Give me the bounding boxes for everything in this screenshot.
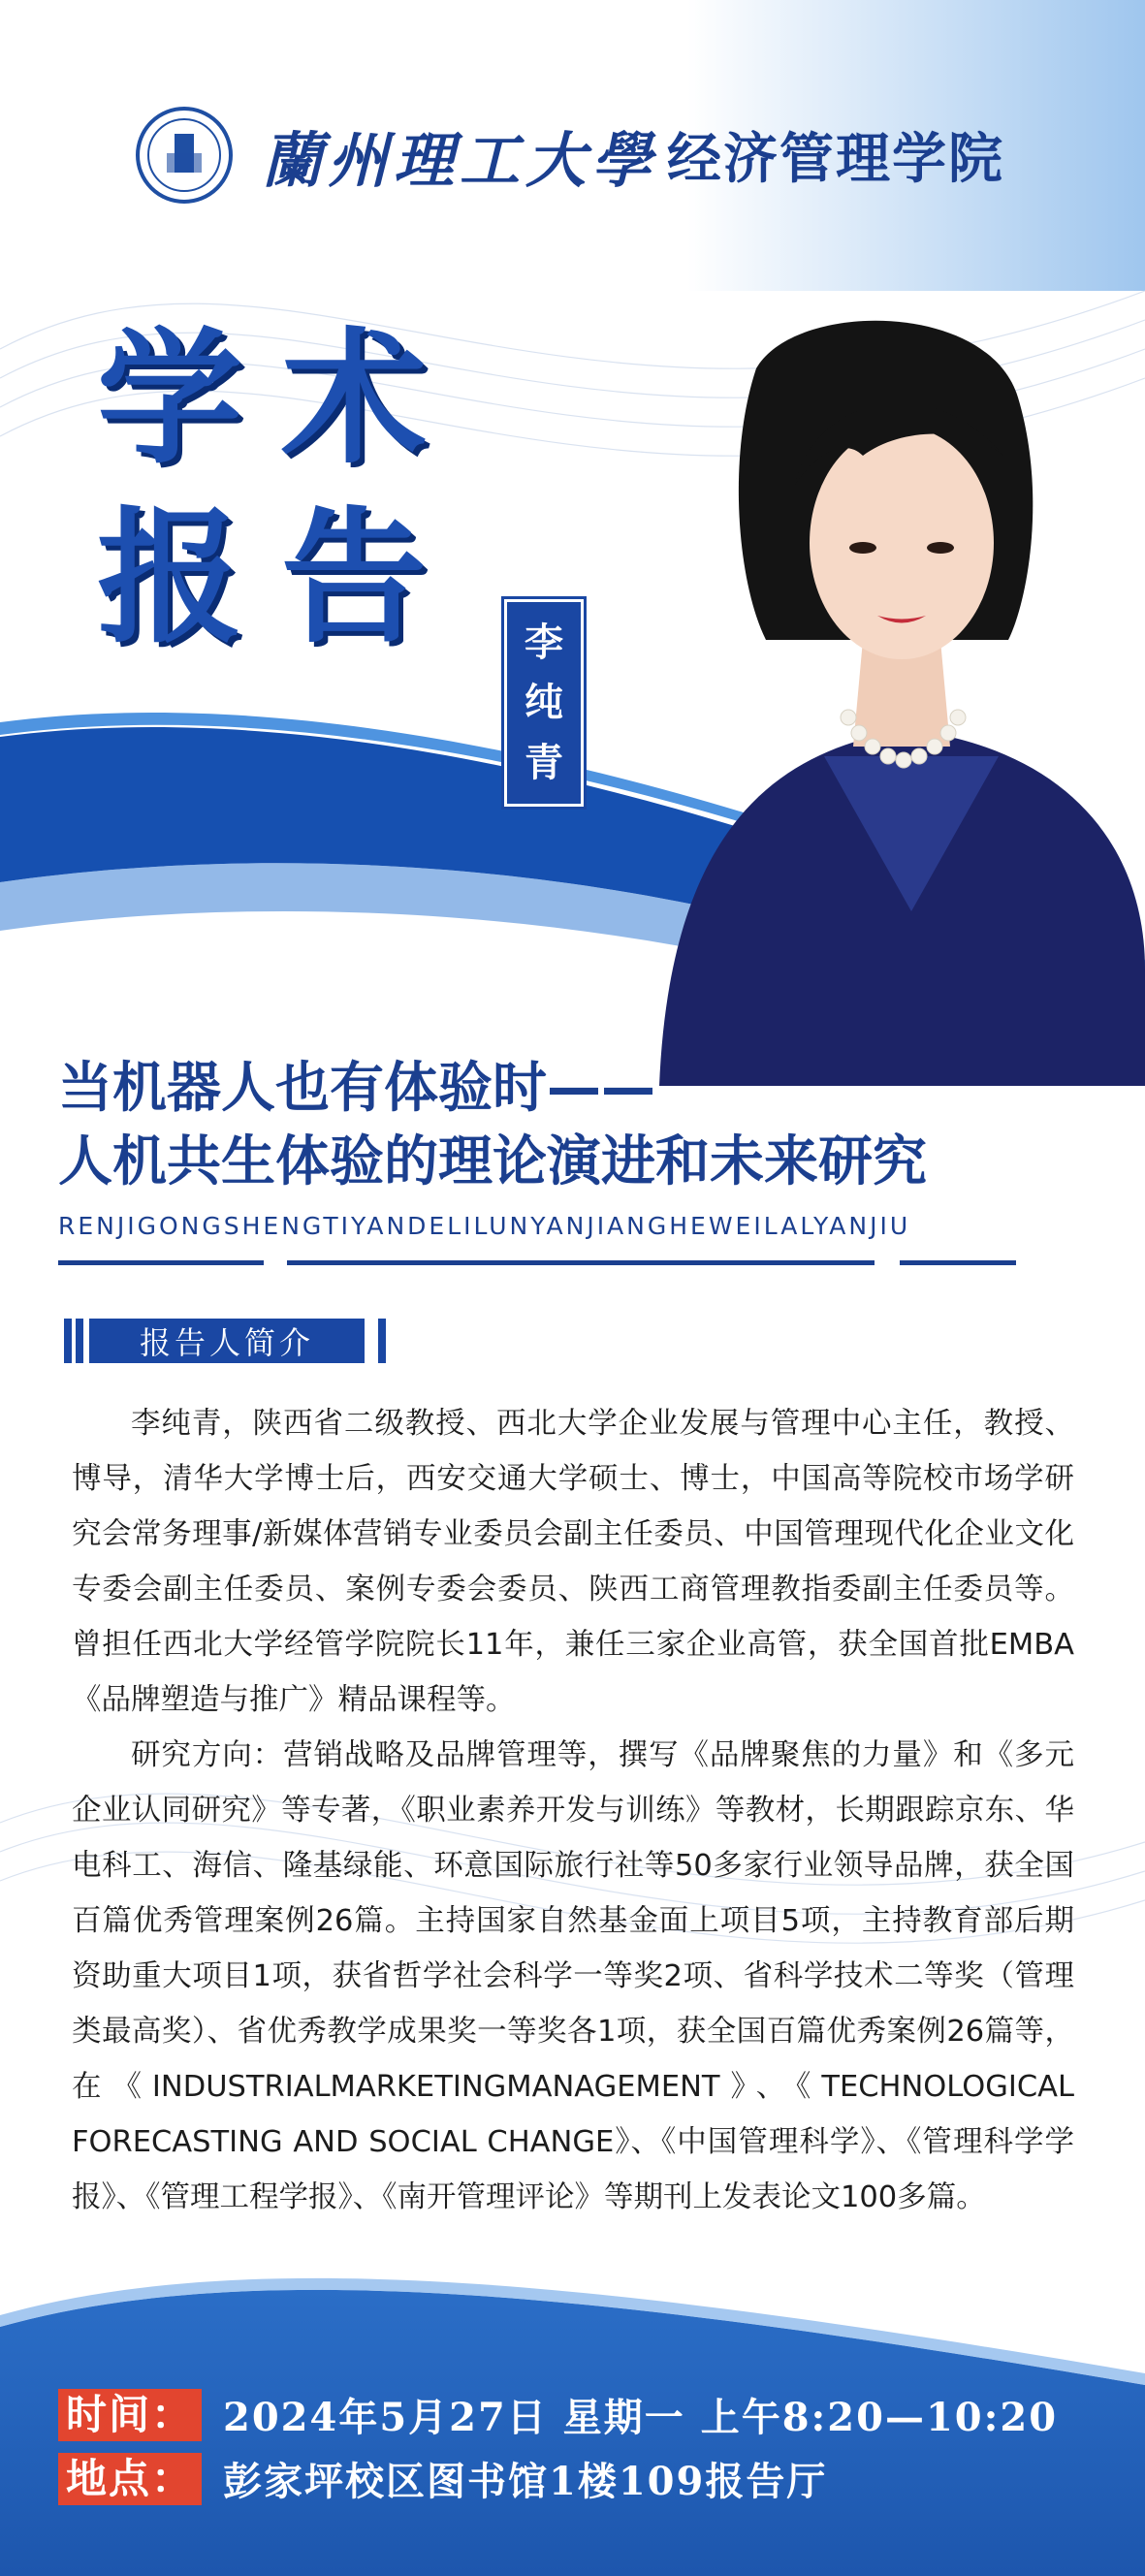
university-name: 蘭州理工大學 <box>262 124 658 196</box>
speaker-name-char: 纯 <box>525 681 563 725</box>
event-time-value: 2024年5月27日 星期一 上午8:20—10:20 <box>223 2395 1059 2440</box>
banner-title-line1: 学术 <box>97 315 466 484</box>
header <box>136 97 1004 213</box>
event-time-row <box>58 2387 1058 2442</box>
speaker-bio <box>72 1396 1074 2225</box>
talk-title <box>58 1052 1105 1199</box>
speaker-name-char: 李 <box>525 620 563 665</box>
event-place-label: 地点： <box>58 2453 202 2505</box>
banner-title <box>97 310 466 669</box>
section-label-speaker-intro: 报告人简介 <box>76 1319 370 1363</box>
talk-title-pinyin: RENJIGONGSHENGTIYANDELILUNYANJIANGHEWEILALYANJIU <box>58 1212 911 1240</box>
talk-title-line2: 人机共生体验的理论演进和未来研究 <box>58 1130 927 1193</box>
bio-paragraph: 研究方向：营销战略及品牌管理等，撰写《品牌聚焦的力量》和《多元企业认同研究》等专著，《职业素养开发与训练》等教材，长期跟踪京东、华电科工、海信、隆基绿能、环意国际旅行社等50多家行业领导品牌，获全国百篇优秀管理案例26篇。主持国家自然基金面上项目5项，主持教育部后期资助重大项目1项，获省哲学社会科学一等奖2项、省科学技术二等奖（管理类最高奖）、省优秀教学成果奖一等奖各1项，获全国百篇优秀案例26篇等，在《INDUSTRIALMARKETINGMANAGEMENT》、《TECHNOLOGICAL FORECASTING AND SOCIAL CHANGE》、《中国管理科学》、《管理科学学报》、《管理工程学报》、《南开管理评论》等期刊上发表论文100多篇。 <box>72 1738 1074 2214</box>
logo-emblem-icon <box>147 118 221 192</box>
speaker-name-tag <box>504 599 584 807</box>
divider-left <box>58 1260 264 1265</box>
event-time-label: 时间： <box>58 2389 202 2441</box>
talk-title-line1: 当机器人也有体验时—— <box>58 1057 655 1120</box>
university-logo <box>136 107 233 204</box>
banner-title-line2: 报告 <box>97 494 466 663</box>
speaker-name-char: 青 <box>525 741 563 785</box>
divider-right <box>900 1260 1016 1265</box>
event-place-row <box>58 2451 827 2506</box>
event-place-value: 彭家坪校区图书馆1楼109报告厅 <box>223 2459 828 2504</box>
speaker-portrait <box>620 310 1145 1086</box>
bio-paragraph: 李纯青，陕西省二级教授、西北大学企业发展与管理中心主任，教授、博导，清华大学博士后，西安交通大学硕士、博士，中国高等院校市场学研究会常务理事/新媒体营销专业委员会副主任委员、中国管理现代化企业文化专委会副主任委员、案例专委会委员、陕西工商管理教指委副主任委员等。曾担任西北大学经管学院院长11年，兼任三家企业高管，获全国首批EMBA《品牌塑造与推广》精品课程等。 <box>72 1407 1074 1717</box>
school-name: 经济管理学院 <box>667 128 1005 191</box>
divider-middle <box>287 1260 875 1265</box>
